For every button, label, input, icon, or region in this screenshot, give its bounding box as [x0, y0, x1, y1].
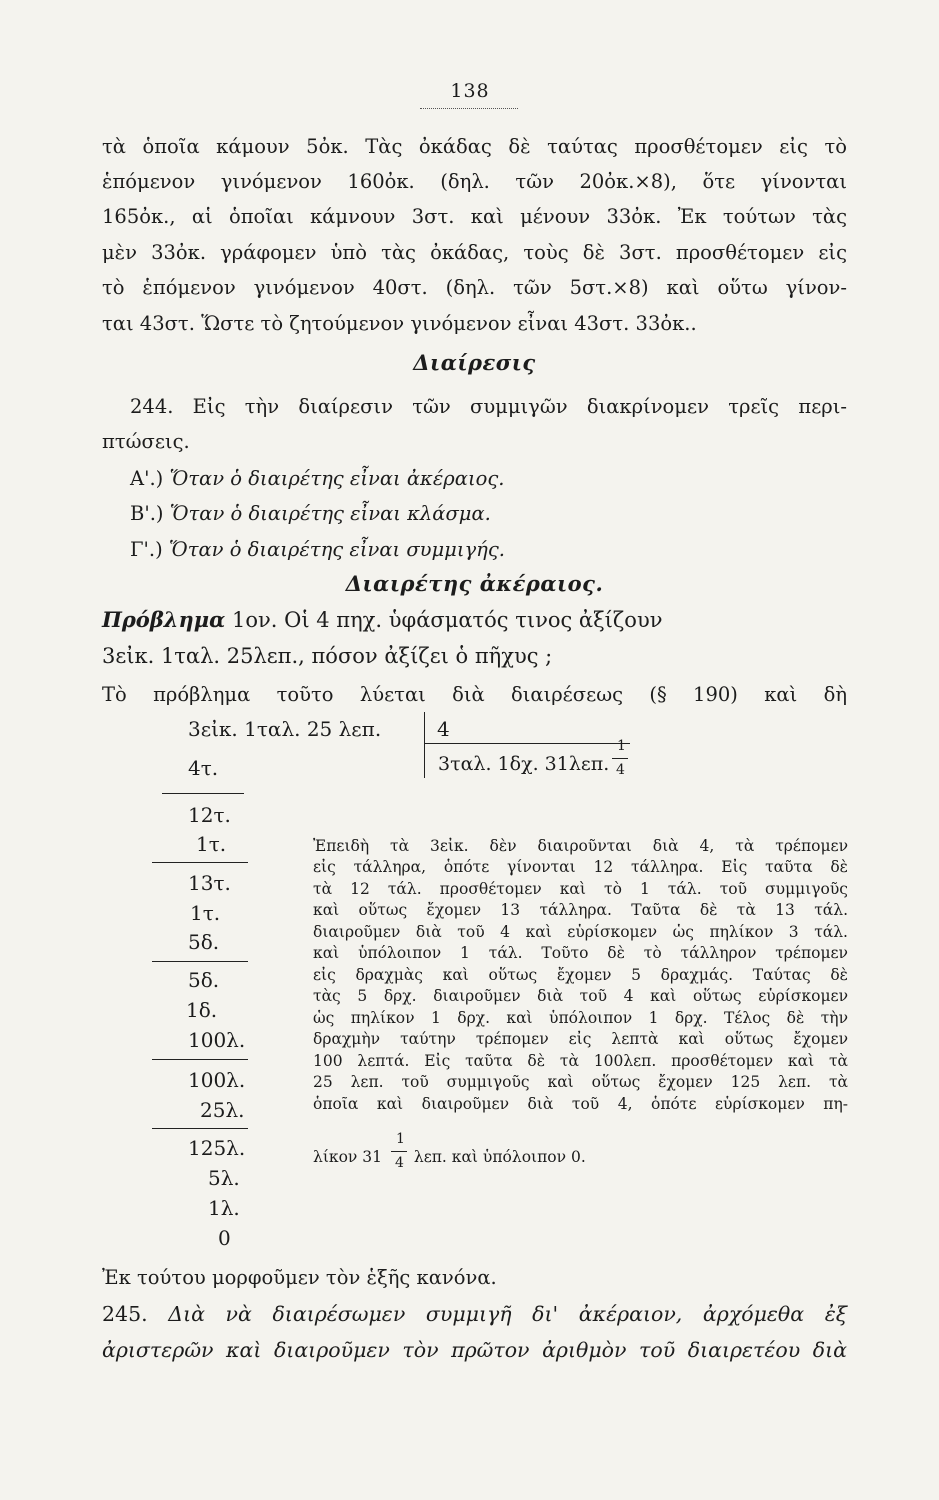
case-label: Β'.)	[130, 502, 164, 525]
step: 4τ.	[188, 756, 219, 780]
dividend: 3εἰκ. 1ταλ. 25 λεπ.	[188, 717, 382, 741]
explanation-line: 100 λεπτά. Εἰς ταῦτα δὲ τὰ 100λεπ. προσθέτομεν καὶ τὰ	[313, 1052, 848, 1070]
step: 100λ.	[188, 1028, 246, 1052]
explanation-text: λίκον 31	[313, 1148, 382, 1166]
problem-line-3: Τὸ πρόβλημα τοῦτο λύεται διὰ διαιρέσεως (§ 190) καὶ δὴ	[102, 683, 847, 706]
quotient-fraction-bar	[612, 758, 628, 759]
case-a	[130, 466, 875, 492]
step: 5δ.	[188, 930, 220, 954]
explanation-fraction-numerator: 1	[396, 1131, 405, 1147]
paragraph-244-line: 244. Εἰς τὴν διαίρεσιν τῶν συμμιγῶν διακρίνομεν τρεῖς περι-	[130, 395, 847, 418]
explanation-line: δραχμὴν ταύτην τρέπομεν εἰς λεπτὰ καὶ οὕτως ἔχομεν	[313, 1030, 848, 1048]
step: 5δ.	[188, 968, 220, 992]
explanation-line: ὡς πηλίκον 1 δρχ. καὶ ὑπόλοιπον 1 δρχ. Τέλος δὲ τὴν	[313, 1009, 848, 1027]
case-text: Ὅταν ὁ διαιρέτης εἶναι κλάσμα.	[169, 502, 491, 525]
step: 12τ.	[188, 803, 231, 827]
step-rule	[152, 1059, 248, 1060]
case-text: Ὅταν ὁ διαιρέτης εἶναι ἀκέραιος.	[169, 467, 505, 490]
step: 1τ.	[190, 901, 221, 925]
step-rule	[162, 793, 244, 794]
explanation-line: καὶ οὕτως ἔχομεν 13 τάλληρα. Ταῦτα δὲ τὰ 13 τάλ.	[313, 901, 848, 919]
problem-label: Πρόβλημα	[102, 607, 226, 632]
explanation-line: ὁποῖα καὶ διαιροῦμεν διὰ τοῦ 4, ὁπότε εὑρίσκομεν πη-	[313, 1095, 848, 1113]
section-heading: Διαίρεσις	[413, 350, 536, 375]
rule-intro: Ἐκ τούτου μορφοῦμεν τὸν ἑξῆς κανόνα.	[102, 1266, 497, 1289]
step: 1δ.	[186, 998, 218, 1022]
explanation-line: διαιροῦμεν διὰ τοῦ 4 καὶ εὑρίσκομεν ὡς πηλίκον 3 τάλ.	[313, 923, 848, 941]
paragraph-text: Διὰ νὰ διαιρέσωμεν συμμιγῆ δι' ἀκέραιον, ἀρχόμεθα ἐξ	[168, 1302, 847, 1326]
explanation-line: εἰς τάλληρα, ὁπότε γίνονται 12 τάλληρα. Εἰς ταῦτα δὲ	[313, 858, 848, 876]
paragraph-245-line	[102, 1301, 847, 1327]
text-line: τὸ ἑπόμενον γινόμενον 40στ. (δηλ. τῶν 5στ.×8) καὶ οὕτω γίνον-	[102, 276, 847, 299]
divisor-rule	[425, 743, 630, 744]
explanation-line: εἰς δραχμὰς καὶ οὕτως ἔχομεν 5 δραχμάς. Ταύτας δὲ	[313, 966, 848, 984]
text-line: τὰ ὁποῖα κάμουν 5ὀκ. Τὰς ὀκάδας δὲ ταύτας προσθέτομεν εἰς τὸ	[102, 135, 847, 158]
step: 125λ.	[188, 1136, 246, 1160]
step: 1λ.	[208, 1196, 240, 1220]
explanation-text: λεπ. καὶ ὑπόλοιπον 0.	[413, 1148, 586, 1166]
case-text: Ὅταν ὁ διαιρέτης εἶναι συμμιγής.	[168, 538, 505, 561]
step-rule	[152, 862, 248, 863]
problem-text: 1ον. Οἱ 4 πηχ. ὑφάσματός τινος ἀξίζουν	[231, 608, 663, 632]
explanation-fraction-bar	[391, 1151, 407, 1152]
step-rule	[152, 1128, 248, 1129]
problem-line-2: 3εἰκ. 1ταλ. 25λεπ., πόσον ἀξίζει ὁ πῆχυς ;	[102, 644, 553, 668]
step: 0	[218, 1226, 231, 1250]
step: 13τ.	[188, 871, 231, 895]
text-line: μὲν 33ὀκ. γράφομεν ὑπὸ τὰς ὀκάδας, τοὺς δὲ 3στ. προσθέτομεν εἰς	[102, 241, 847, 264]
division-bar	[424, 712, 425, 778]
explanation-line: τὰ 12 τάλ. προσθέτομεν καὶ τὸ 1 τάλ. τοῦ συμμιγοῦς	[313, 880, 848, 898]
text-line: ται 43στ. Ὥστε τὸ ζητούμενον γινόμενον εἶναι 43στ. 33ὀκ..	[102, 312, 697, 335]
text-line: 165ὀκ., αἱ ὁποῖαι κάμνουν 3στ. καὶ μένουν 33ὀκ. Ἐκ τούτων τὰς	[102, 205, 847, 228]
text-line: ἑπόμενον γινόμενον 160ὀκ. (δηλ. τῶν 20ὀκ.×8), ὅτε γίνονται	[102, 170, 847, 193]
explanation-line: καὶ ὑπόλοιπον 1 τάλ. Τοῦτο δὲ τὸ τάλληρον τρέπομεν	[313, 944, 848, 962]
step: 5λ.	[208, 1166, 240, 1190]
case-label: Α'.)	[130, 467, 164, 490]
page-number: 138	[450, 80, 490, 102]
step: 100λ.	[188, 1068, 246, 1092]
paragraph-244-line: πτώσεις.	[102, 430, 190, 453]
subsection-heading: Διαιρέτης ἀκέραιος.	[345, 571, 604, 596]
explanation-last-line	[313, 1147, 586, 1168]
case-c	[130, 537, 875, 563]
quotient-fraction-denominator: 4	[616, 762, 625, 778]
case-b	[130, 501, 875, 527]
case-label: Γ'.)	[130, 538, 163, 561]
problem-line-1	[102, 607, 847, 633]
explanation-line: Ἐπειδὴ τὰ 3εἰκ. δὲν διαιροῦνται διὰ 4, τὰ τρέπομεν	[313, 837, 848, 855]
quotient: 3ταλ. 1δχ. 31λεπ.	[438, 753, 610, 775]
page-number-rule	[420, 108, 518, 109]
step-rule	[152, 961, 248, 962]
step: 1τ.	[196, 832, 227, 856]
step: 25λ.	[200, 1098, 245, 1122]
paragraph-number: 245.	[102, 1302, 148, 1326]
quotient-fraction-numerator: 1	[617, 738, 626, 754]
explanation-fraction-denominator: 4	[395, 1155, 404, 1171]
explanation-line: 25 λεπ. τοῦ συμμιγοῦς καὶ οὕτως ἔχομεν 125 λεπ. τὰ	[313, 1073, 848, 1091]
paragraph-245-line: ἀριστερῶν καὶ διαιροῦμεν τὸν πρῶτον ἀριθμὸν τοῦ διαιρετέου διὰ	[102, 1338, 847, 1362]
explanation-line: τὰς 5 δρχ. διαιροῦμεν διὰ τοῦ 4 καὶ οὕτως εὑρίσκομεν	[313, 987, 848, 1005]
divisor: 4	[437, 717, 450, 741]
